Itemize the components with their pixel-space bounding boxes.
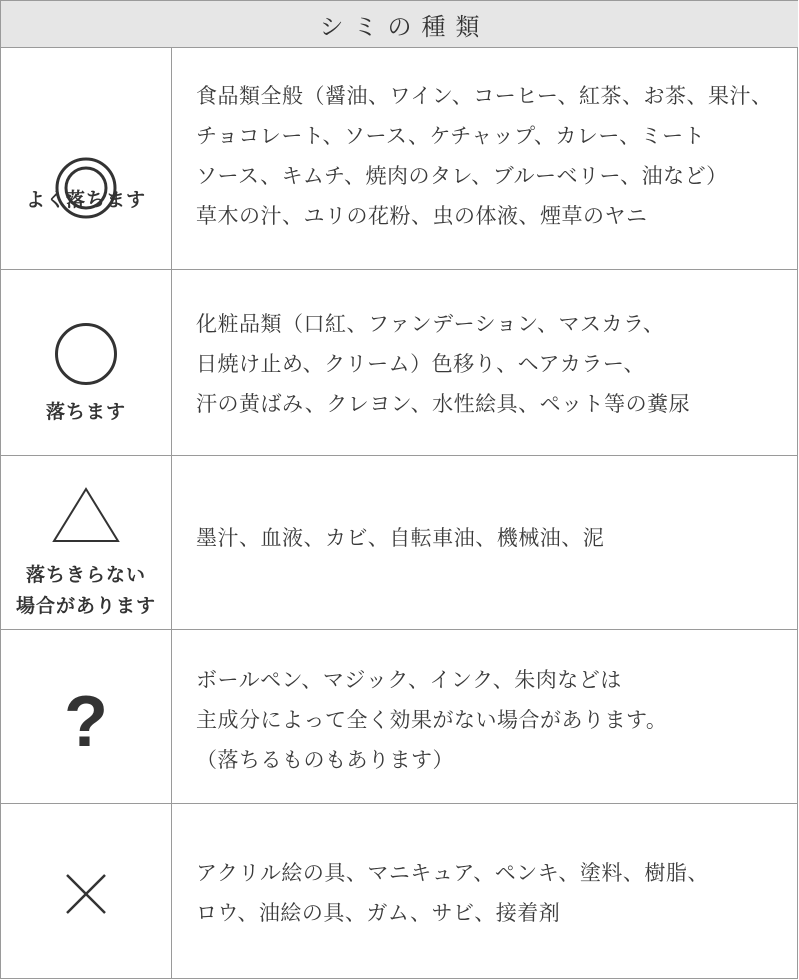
table-row-triangle — [1, 456, 798, 630]
description-text — [196, 518, 788, 558]
question-mark-icon — [1, 682, 171, 762]
symbol-cell — [1, 48, 172, 269]
rating-label — [1, 397, 171, 428]
description-line: 主成分によって全く効果がない場合があります。 — [196, 708, 668, 732]
description-line: 日焼け止め、クリーム）色移り、ヘアカラー、 — [196, 352, 645, 376]
description-line: 食品類全般（醤油、ワイン、コーヒー、紅茶、お茶、果汁、 — [196, 84, 773, 108]
cross-icon — [1, 872, 171, 916]
rating-label-line: 落ちきらない — [25, 564, 146, 586]
description-line: （落ちるものもあります） — [196, 748, 454, 772]
rating-label-line: 場合があります — [15, 595, 156, 617]
table-title: シミの種類 — [319, 12, 490, 41]
rating-label — [1, 185, 171, 216]
circle-icon — [1, 322, 171, 386]
description-cell — [172, 804, 798, 979]
symbol-cell — [1, 270, 172, 455]
description-line: 化粧品類（口紅、ファンデーション、マスカラ、 — [196, 312, 665, 336]
table-header — [1, 1, 798, 48]
table-row-cross — [1, 804, 798, 979]
description-line: チョコレート、ソース、ケチャップ、カレー、ミート — [196, 124, 706, 148]
description-text — [196, 76, 788, 236]
description-line: 汗の黄ばみ、クレヨン、水性絵具、ペット等の糞尿 — [196, 392, 691, 416]
table-row-question — [1, 630, 798, 804]
description-cell — [172, 48, 798, 269]
table-row-double-circle — [1, 48, 798, 270]
description-cell — [172, 630, 798, 803]
description-cell — [172, 270, 798, 455]
symbol-cell — [1, 456, 172, 629]
description-line: ボールペン、マジック、インク、朱肉などは — [196, 668, 622, 692]
description-text — [196, 853, 788, 933]
question-mark-glyph: ? — [64, 682, 108, 762]
description-text — [196, 660, 788, 780]
description-line: ロウ、油絵の具、ガム、サビ、接着剤 — [196, 901, 561, 925]
description-text — [196, 304, 788, 424]
description-line: ソース、キムチ、焼肉のタレ、ブルーベリー、油など） — [196, 164, 728, 188]
symbol-cell — [1, 804, 172, 979]
description-line: 墨汁、血液、カビ、自転車油、機械油、泥 — [196, 526, 605, 550]
rating-label-line: 落ちます — [45, 401, 126, 423]
description-line: 草木の汁、ユリの花粉、虫の体液、煙草のヤニ — [196, 204, 648, 228]
rating-label — [1, 560, 171, 622]
triangle-icon — [1, 486, 171, 544]
rating-label-line: よく落ちます — [25, 189, 146, 211]
symbol-cell — [1, 630, 172, 803]
table-row-circle — [1, 270, 798, 456]
description-cell — [172, 456, 798, 629]
description-line: アクリル絵の具、マニキュア、ペンキ、塗料、樹脂、 — [196, 861, 709, 885]
